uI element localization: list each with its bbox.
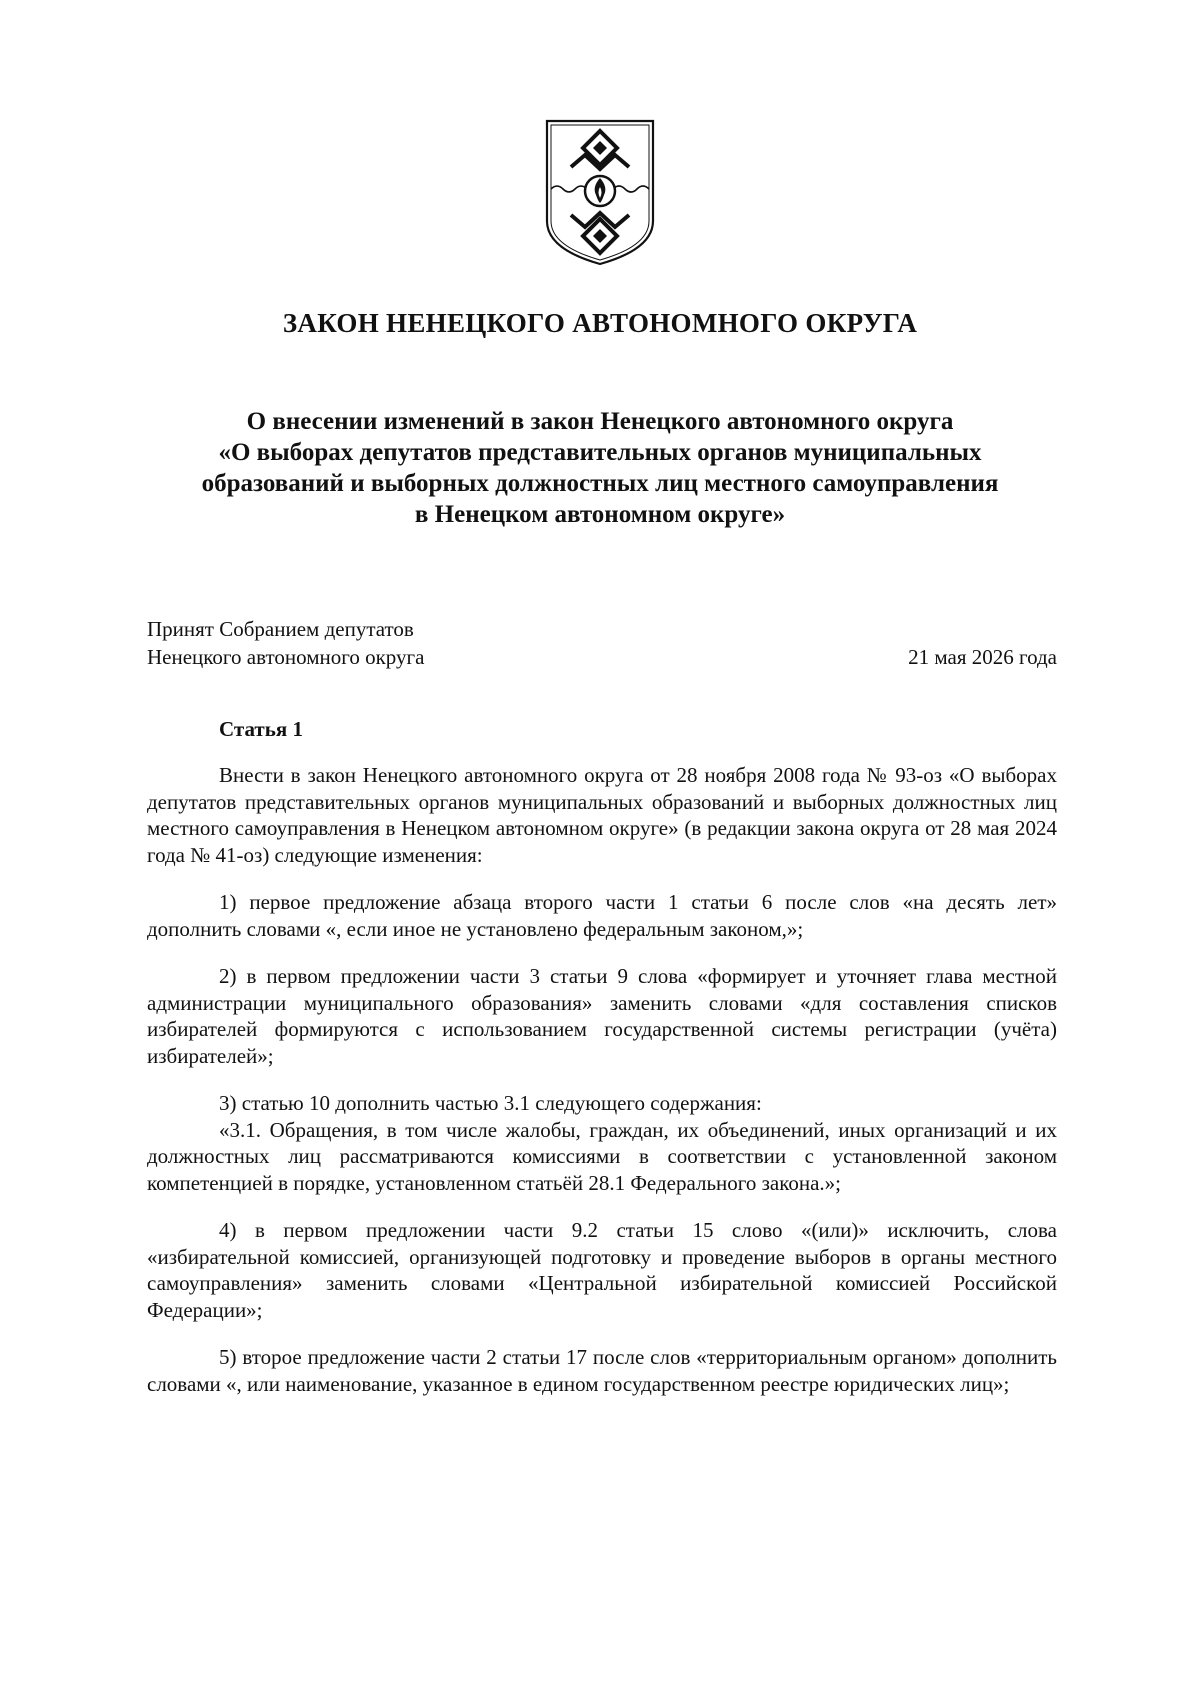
- subject-line: в Ненецком автономном округе»: [414, 501, 786, 528]
- subject-line: образований и выборных должностных лиц местного самоуправления: [201, 470, 999, 497]
- law-subject: [130, 406, 1070, 530]
- amendment-item: 3) статью 10 дополнить частью 3.1 следующего содержания:: [219, 1091, 762, 1115]
- article-intro: Внести в закон Ненецкого автономного округа от 28 ноября 2008 года № 93-оз «О выборах депутатов представительных органов муниципальных образований и выборных должностных лиц местного самоуправления в Ненецком автономном округе» (в редакции закона округа от 28 мая 2024 года № 41-оз) следующие изменения:: [147, 763, 1057, 867]
- adoption-block: [147, 615, 1057, 671]
- amendment-item: 5) второе предложение части 2 статьи 17 после слов «территориальным органом» дополнить словами «, или наименование, указанное в едином государственном реестре юридических лиц»;: [147, 1345, 1057, 1396]
- subject-line: О внесении изменений в закон Ненецкого автономного округа: [246, 408, 954, 435]
- article-heading: Статья 1: [219, 717, 303, 741]
- coat-of-arms-icon: [541, 117, 659, 267]
- adoption-date: 21 мая 2026 года: [908, 645, 1057, 669]
- amendment-item: 1) первое предложение абзаца второго части 1 статьи 6 после слов «на десять лет» дополнить словами «, если иное не установлено федеральным законом,»;: [147, 890, 1057, 941]
- adopted-by-line: Принят Собранием депутатов: [147, 617, 414, 641]
- amendment-item: 4) в первом предложении части 9.2 статьи 15 слово «(или)» исключить, слова «избирательной комиссией, организующей подготовку и проведение выборов в органы местного самоуправления» заменить словами «Центральной избирательной комиссией Российской Федерации»;: [147, 1218, 1057, 1322]
- article-body: [147, 762, 1057, 1418]
- amendment-quote: «3.1. Обращения, в том числе жалобы, граждан, их объединений, иных организаций и их должностных лиц рассматриваются комиссиями в соответствии с установленной законом компетенцией в порядке, установленном статьёй 28.1 Федерального закона.»;: [147, 1117, 1057, 1195]
- adopted-by-line: Ненецкого автономного округа: [147, 645, 425, 669]
- subject-line: «О выборах депутатов представительных органов муниципальных: [218, 439, 982, 466]
- amendment-item: 2) в первом предложении части 3 статьи 9 слова «формирует и уточняет глава местной администрации муниципального образования» заменить словами «для составления списков избирателей формируются с использованием государственной системы регистрации (учёта) избирателей»;: [147, 964, 1057, 1068]
- law-title: ЗАКОН НЕНЕЦКОГО АВТОНОМНОГО ОКРУГА: [282, 308, 918, 338]
